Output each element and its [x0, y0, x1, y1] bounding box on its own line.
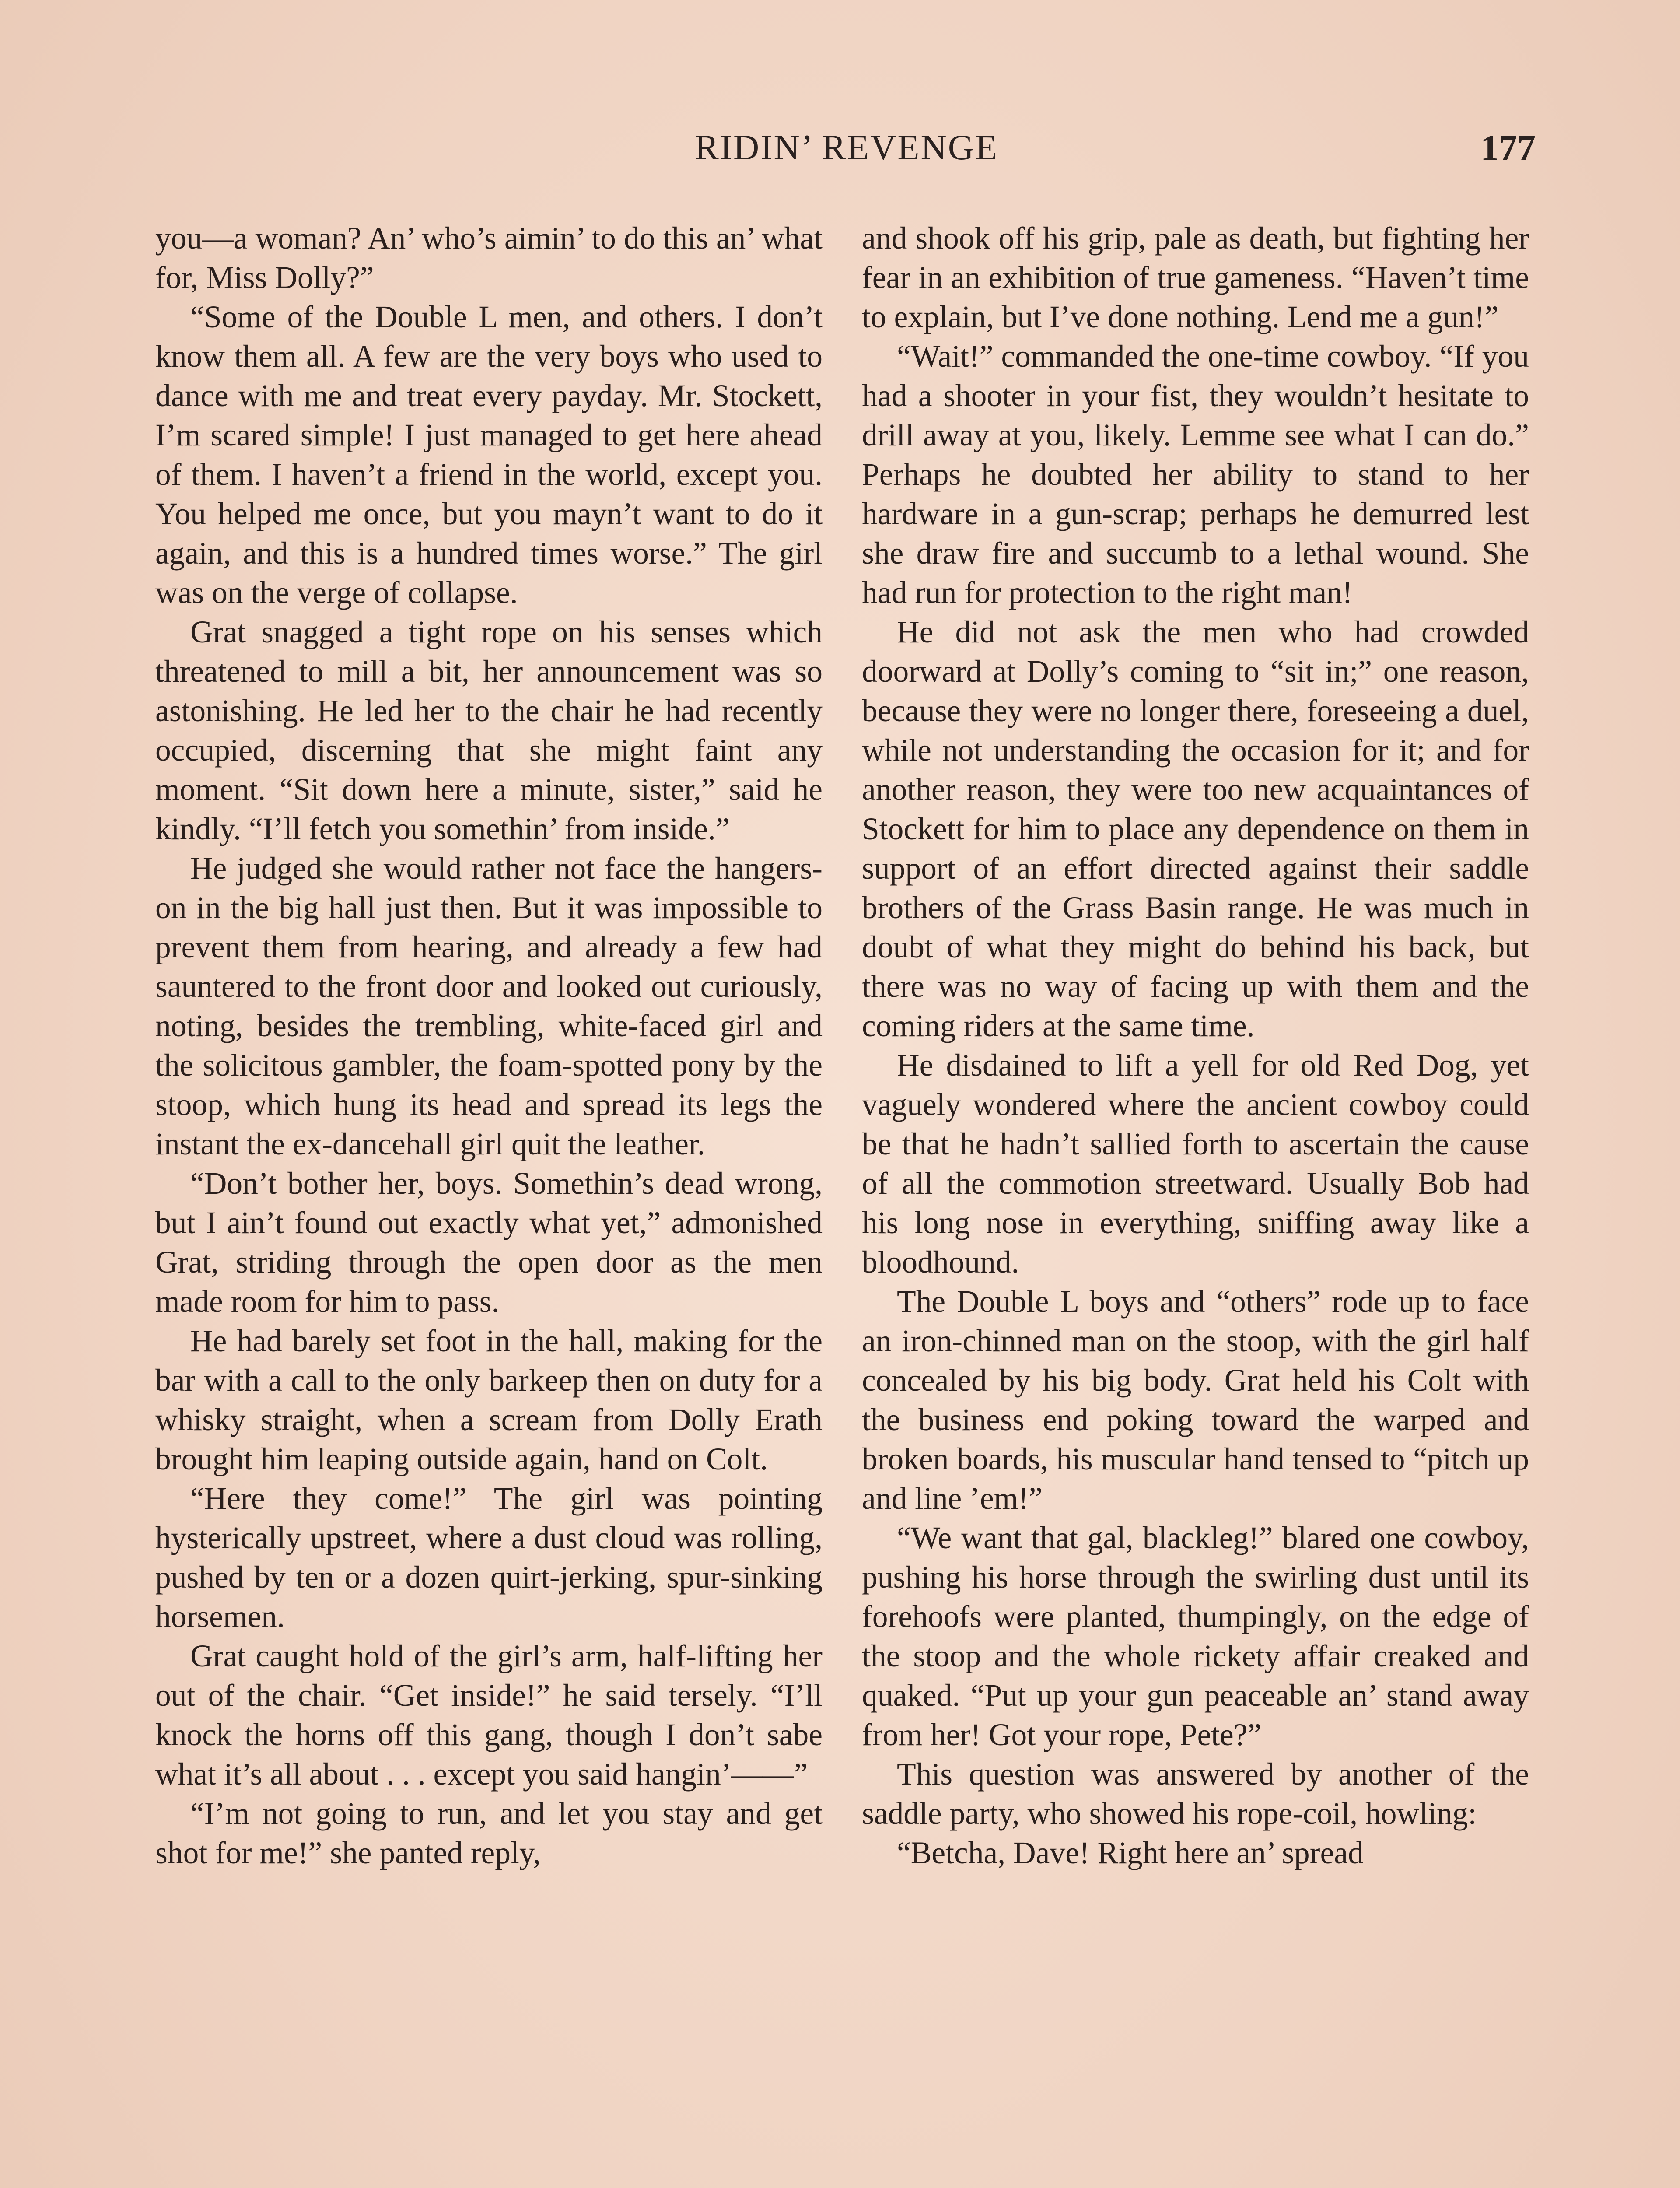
paragraph: He had barely set foot in the hall, making for the bar with a call to the only barkeep then on duty for a whisky straight, when a scream from Dolly Erath brought him leaping outside again, hand on Colt. [155, 1324, 822, 1476]
paragraph: He disdained to lift a yell for old Red Dog, yet vaguely wondered where the ancient cowboy could be that he hadn’t sallied forth to ascertain the cause of all the commotion streetward. Usually Bob had his long nose in everything, sniffing away like a bloodhound. [862, 1048, 1529, 1280]
running-title: RIDIN’ REVENGE [694, 127, 999, 167]
paragraph: “We want that gal, blackleg!” blared one cowboy, pushing his horse through the swirling dust until its forehoofs were planted, thumpingly, on the edge of the stoop and the whole rickety affair creaked and quaked. “Put up your gun peaceable an’ stand away from her! Got your rope, Pete?” [862, 1521, 1529, 1752]
paragraph: He judged she would rather not face the hangers-on in the big hall just then. But it was impossible to prevent them from hearing, and already a few had sauntered to the front door and looked out curiously, noting, besides the trembling, white-faced girl and the solicitous gambler, the foam-spotted pony by the stoop, which hung its head and spread its legs the instant the ex-dancehall girl quit the leather. [155, 851, 822, 1161]
page-header [158, 127, 1536, 175]
page-number: 177 [1480, 128, 1536, 168]
paragraph: “Don’t bother her, boys. Somethin’s dead wrong, but I ain’t found out exactly what yet,” admonished Grat, striding through the open door as the men made room for him to pass. [155, 1166, 822, 1319]
paragraph: “Some of the Double L men, and others. I don’t know them all. A few are the very boys who used to dance with me and treat every payday. Mr. Stockett, I’m scared simple! I just managed to get here ahead of them. I haven’t a friend in the world, except you. You helped me once, but you mayn’t want to do it again, and this is a hundred times worse.” The girl was on the verge of collapse. [155, 300, 822, 610]
paragraph: Grat snagged a tight rope on his senses which threatened to mill a bit, her announcement was so astonishing. He led her to the chair he had recently occupied, discerning that she might faint any moment. “Sit down here a minute, sister,” said he kindly. “I’ll fetch you somethin’ from inside.” [155, 615, 822, 846]
paragraph: The Double L boys and “others” rode up to face an iron-chinned man on the stoop, with the girl half concealed by his big body. Grat held his Colt with the business end poking toward the warped and broken boards, his muscular hand tensed to “pitch up and line ’em!” [862, 1284, 1529, 1516]
paragraph: He did not ask the men who had crowded doorward at Dolly’s coming to “sit in;” one reason, because they were no longer there, foreseeing a duel, while not understanding the occasion for it; and for another reason, they were too new acquaintances of Stockett for him to place any dependence on them in support of an effort directed against their saddle brothers of the Grass Basin range. He was much in doubt of what they might do behind his back, but there was no way of facing up with them and the coming riders at the same time. [862, 615, 1529, 1043]
paragraph: “Here they come!” The girl was pointing hysterically upstreet, where a dust cloud was rolling, pushed by ten or a dozen quirt-jerking, spur-sinking horsemen. [155, 1481, 822, 1634]
paragraph: This question was answered by another of the saddle party, who showed his rope-coil, howling: [862, 1757, 1529, 1831]
paragraph: “Wait!” commanded the one-time cowboy. “If you had a shooter in your fist, they wouldn’t hesitate to drill away at you, likely. Lemme see what I can do.” Perhaps he doubted her ability to stand to her hardware in a gun-scrap; perhaps he demurred lest she draw fire and succumb to a lethal wound. She had run for protection to the right man! [862, 339, 1529, 610]
paragraph: “I’m not going to run, and let you stay and get shot for me!” she panted reply, [155, 1796, 822, 1870]
text-columns [155, 219, 1529, 2188]
paragraph: “Betcha, Dave! Right here an’ spread [897, 1836, 1364, 1870]
paragraph: you—a woman? An’ who’s aimin’ to do this an’ what for, Miss Dolly?” [155, 221, 822, 295]
paragraph: and shook off his grip, pale as death, but fighting her fear in an exhibition of true gameness. “Haven’t time to explain, but I’ve done nothing. Lend me a gun!” [862, 221, 1529, 334]
paragraph: Grat caught hold of the girl’s arm, half-lifting her out of the chair. “Get inside!” he said tersely. “I’ll knock the horns off this gang, though I don’t sabe what it’s all about . . . except you said hangin’——” [155, 1639, 822, 1792]
right-column [862, 219, 1529, 2188]
left-column [155, 219, 822, 2188]
